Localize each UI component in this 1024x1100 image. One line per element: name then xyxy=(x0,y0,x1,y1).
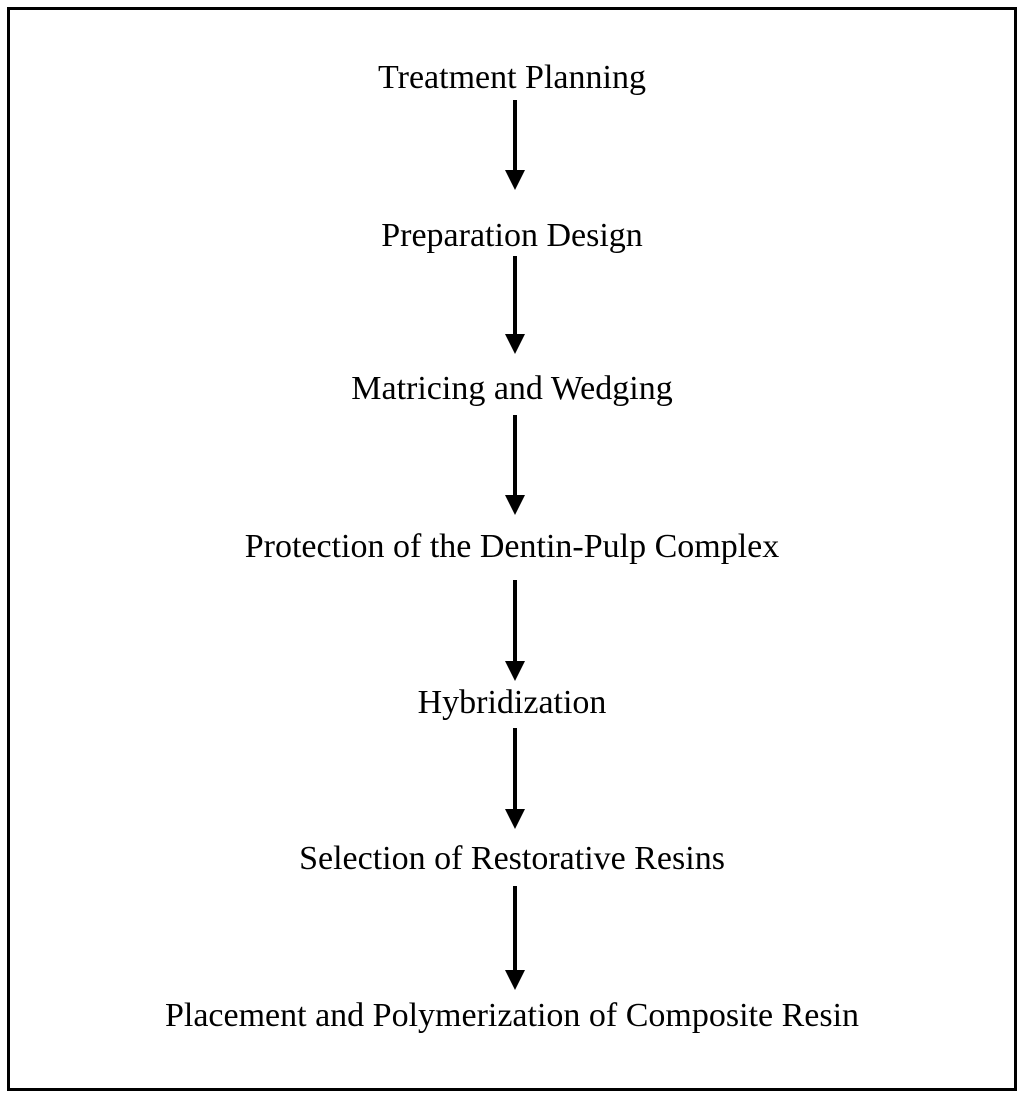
arrow-down-icon xyxy=(503,886,527,990)
step-hybridization: Hybridization xyxy=(417,684,607,721)
step-protection-dentin-pulp-complex: Protection of the Dentin-Pulp Complex xyxy=(244,528,780,565)
arrow-down-icon xyxy=(503,728,527,829)
step-placement-polymerization-composite-resin: Placement and Polymerization of Composite Resin xyxy=(164,997,860,1034)
arrow-down-icon xyxy=(503,580,527,681)
step-selection-restorative-resins: Selection of Restorative Resins xyxy=(299,840,725,877)
step-matricing-and-wedging: Matricing and Wedging xyxy=(351,370,673,407)
step-treatment-planning: Treatment Planning xyxy=(378,59,646,96)
arrow-down-icon xyxy=(503,256,527,354)
step-preparation-design: Preparation Design xyxy=(381,217,643,254)
arrow-down-icon xyxy=(503,100,527,190)
arrow-down-icon xyxy=(503,415,527,515)
